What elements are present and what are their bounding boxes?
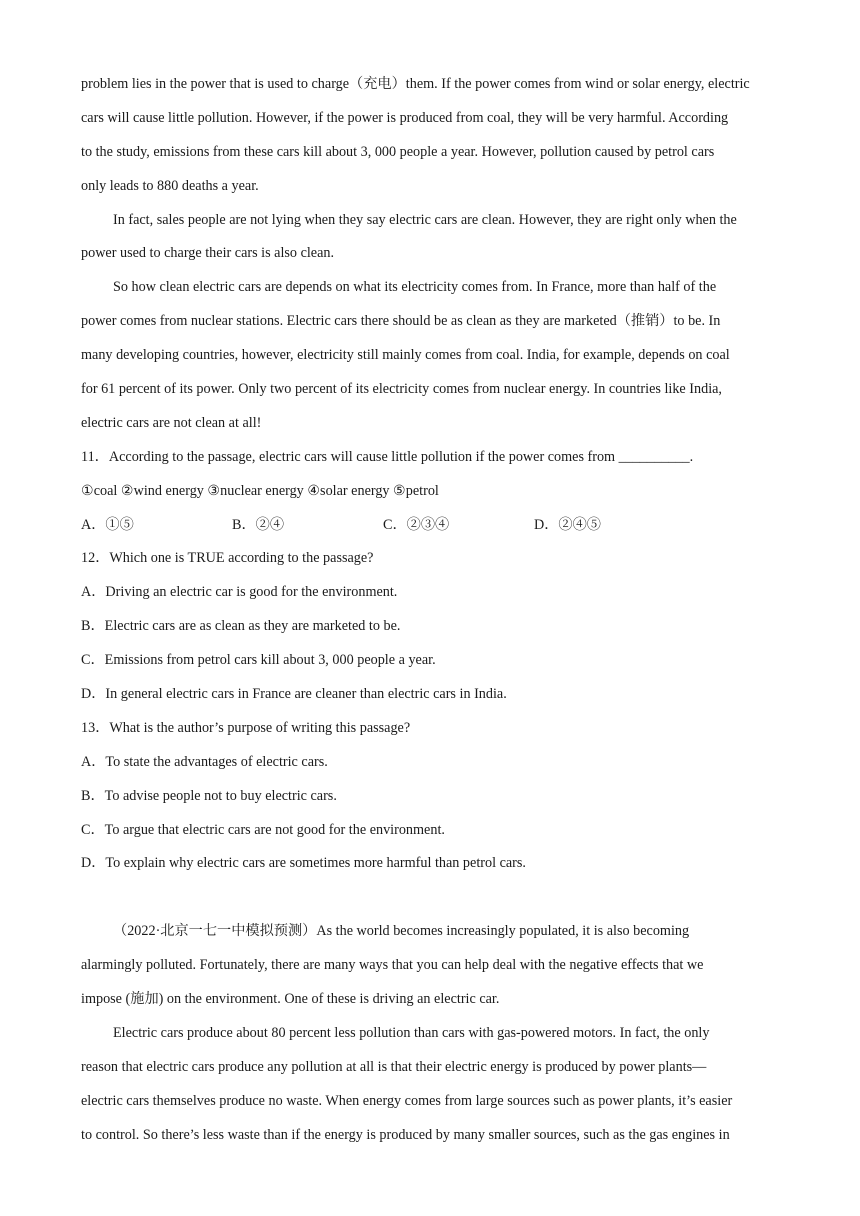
text-line: only leads to 880 deaths a year. bbox=[81, 177, 259, 194]
question-11 bbox=[81, 441, 778, 543]
passage-1-paragraph-1 bbox=[81, 68, 778, 204]
option-d[interactable]: D．②④⑤ bbox=[534, 516, 601, 533]
question-stem: 12．Which one is TRUE according to the passage? bbox=[81, 550, 374, 567]
option-c[interactable]: C．To argue that electric cars are not good for the environment. bbox=[81, 821, 445, 838]
text-line: electric cars are not clean at all! bbox=[81, 414, 262, 431]
option-c[interactable]: C．Emissions from petrol cars kill about 3, 000 people a year. bbox=[81, 652, 436, 669]
question-stem: 13．What is the author’s purpose of writing this passage? bbox=[81, 719, 411, 736]
text-line: problem lies in the power that is used to charge（充电）them. If the power comes from wind or solar energy, electric bbox=[81, 76, 750, 92]
passage-1 bbox=[81, 68, 778, 441]
passage-2-paragraph-2 bbox=[81, 1017, 778, 1153]
text-line: impose (施加) on the environment. One of these is driving an electric car. bbox=[81, 991, 500, 1008]
text-line: In fact, sales people are not lying when they say electric cars are clean. However, they are right only when the bbox=[113, 211, 737, 228]
option-a[interactable]: A．Driving an electric car is good for the environment. bbox=[81, 584, 398, 601]
text-line: reason that electric cars produce any pollution at all is that their electric energy is produced by power plants— bbox=[81, 1058, 707, 1075]
question-12 bbox=[81, 542, 778, 711]
text-line: So how clean electric cars are depends on what its electricity comes from. In France, more than half of the bbox=[113, 279, 717, 296]
passage-2 bbox=[81, 915, 778, 1152]
option-d[interactable]: D．To explain why electric cars are sometimes more harmful than petrol cars. bbox=[81, 855, 526, 872]
document-page bbox=[81, 68, 778, 1153]
passage-1-paragraph-2 bbox=[81, 204, 778, 272]
question-options bbox=[81, 509, 778, 543]
section-gap bbox=[81, 881, 778, 915]
text-line: power comes from nuclear stations. Electric cars there should be as clean as they are marketed（推销）to be. In bbox=[81, 313, 721, 330]
option-b[interactable]: B．Electric cars are as clean as they are marketed to be. bbox=[81, 618, 401, 635]
text-line: for 61 percent of its power. Only two percent of its electricity comes from nuclear energy. In countries like India, bbox=[81, 381, 722, 398]
question-13 bbox=[81, 712, 778, 881]
text-line: cars will cause little pollution. However, if the power is produced from coal, they will be very harmful. According bbox=[81, 109, 729, 126]
passage-2-paragraph-1 bbox=[81, 915, 778, 1017]
question-stem: 11．According to the passage, electric cars will cause little pollution if the power comes from __________. bbox=[81, 448, 694, 465]
text-line: to the study, emissions from these cars kill about 3, 000 people a year. However, pollution caused by petrol cars bbox=[81, 143, 715, 160]
text-line: electric cars themselves produce no waste. When energy comes from large sources such as power plants, it’s easier bbox=[81, 1092, 733, 1109]
text-line: alarmingly polluted. Fortunately, there are many ways that you can help deal with the negative effects that we bbox=[81, 957, 704, 974]
option-c[interactable]: C．②③④ bbox=[383, 516, 450, 533]
option-a[interactable]: A．①⑤ bbox=[81, 516, 134, 533]
option-b[interactable]: B．②④ bbox=[232, 516, 285, 533]
text-line: power used to charge their cars is also clean. bbox=[81, 245, 335, 262]
text-line: Electric cars produce about 80 percent less pollution than cars with gas-powered motors. In fact, the only bbox=[113, 1024, 710, 1041]
passage-1-paragraph-3 bbox=[81, 271, 778, 440]
option-d[interactable]: D．In general electric cars in France are cleaner than electric cars in India. bbox=[81, 686, 507, 703]
question-choices: ①coal ②wind energy ③nuclear energy ④solar energy ⑤petrol bbox=[81, 482, 439, 499]
option-a[interactable]: A．To state the advantages of electric cars. bbox=[81, 753, 328, 770]
text-line: to control. So there’s less waste than if the energy is produced by many smaller sources, such as the gas engines in bbox=[81, 1126, 730, 1143]
text-line: （2022·北京一七一中模拟预测）As the world becomes increasingly populated, it is also becoming bbox=[113, 923, 690, 940]
option-b[interactable]: B．To advise people not to buy electric cars. bbox=[81, 787, 337, 804]
text-line: many developing countries, however, electricity still mainly comes from coal. India, for example, depends on coal bbox=[81, 347, 730, 364]
